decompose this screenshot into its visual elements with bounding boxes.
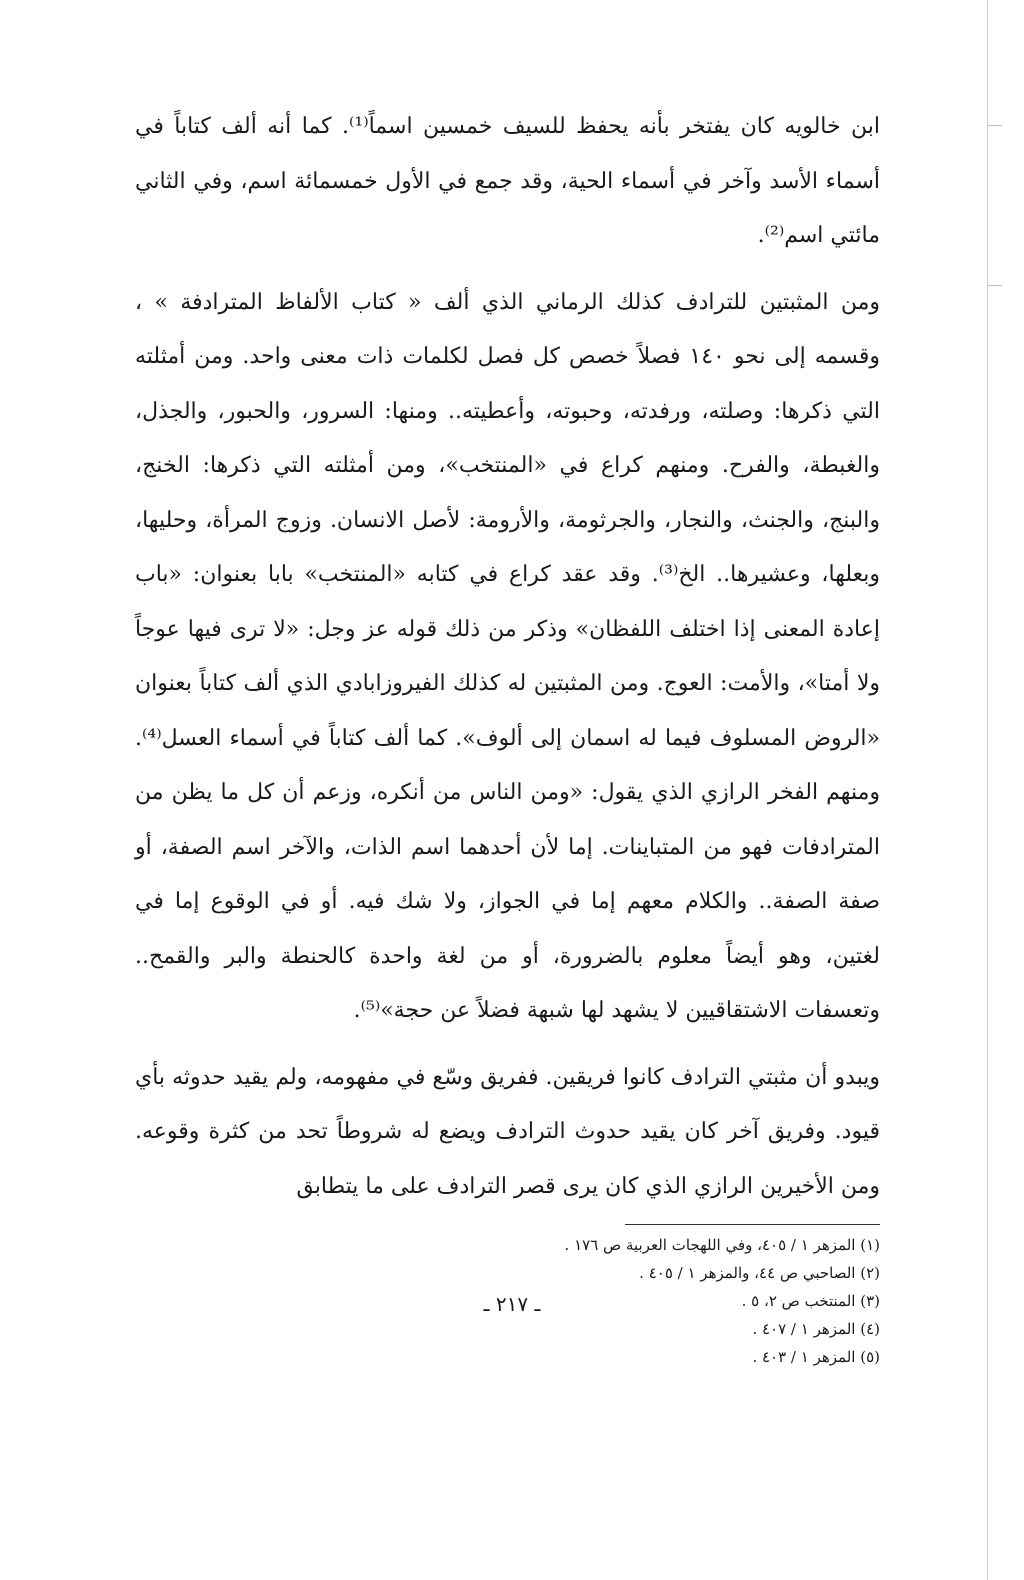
footnote-2: (٢) الصاحبي ص ٤٤، والمزهر ١ / ٤٠٥ . bbox=[639, 1264, 880, 1282]
footnote-divider bbox=[625, 1224, 880, 1225]
book-page bbox=[135, 100, 880, 1371]
paragraph-1: ابن خالويه كان يفتخر بأنه يحفظ للسيف خمسين اسماً⁽¹⁾. كما أنه ألف كتاباً في أسماء الأسد وآخر في أسماء الحية، وقد جمع في الأول خمسمائة اسم، وفي الثاني مائتي اسم⁽²⁾. bbox=[135, 114, 880, 248]
footnote-4: (٤) المزهر ١ / ٤٠٧ . bbox=[752, 1320, 880, 1338]
footnote-3: (٣) المنتخب ص ٢، ٥ . bbox=[741, 1292, 880, 1310]
paragraph-2: ومن المثبتين للترادف كذلك الرماني الذي ألف « كتاب الألفاظ المترادفة » ، وقسمه إلى نحو ١٤٠ فصلاً خصص كل فصل لكلمات ذات معنى واحد. ومن أمثلته التي ذكرها: وصلته، ورفدته، وحبوته، وأعطيته.. ومنها: السرور، والحبور، والجذل، والغبطة، والفرح. ومنهم كراع في «المنتخب»، ومن أمثلته التي ذكرها: الخنج، والبنج، والجنث، والنجار، والجرثومة، والأرومة: لأصل الانسان. وزوج المرأة، وحليها، وبعلها، وعشيرها.. الخ⁽³⁾. وقد عقد كراع في كتابه «المنتخب» بابا بعنوان: «باب إعادة المعنى إذا اختلف اللفظان» وذكر من ذلك قوله عز وجل: «لا ترى فيها عوجاً ولا أمتا»، والأمت: العوج. ومن المثبتين له كذلك الفيروزابادي الذي ألف كتاباً بعنوان «الروض المسلوف فيما له اسمان إلى ألوف». كما ألف كتاباً في أسماء العسل⁽⁴⁾. ومنهم الفخر الرازي الذي يقول: «ومن الناس من أنكره، وزعم أن كل ما يظن من المترادفات فهو من المتباينات. إما لأن أحدهما اسم الذات، والآخر اسم الصفة، أو صفة الصفة.. والكلام معهم إما في الجواز، ولا شك فيه. أو في الوقوع إما في لغتين، وهو أيضاً معلوم بالضرورة، أو من لغة واحدة كالحنطة والبر والقمح.. وتعسفات الاشتقاقيين لا يشهد لها شبهة فضلاً عن حجة»⁽⁵⁾. bbox=[135, 289, 880, 1023]
scan-edge-tick bbox=[988, 125, 1002, 126]
footnote-1: (١) المزهر ١ / ٤٠٥، وفي اللهجات العربية ص ١٧٦ . bbox=[564, 1236, 880, 1254]
scan-edge-tick bbox=[988, 285, 1002, 286]
page-number: ـ ٢١٧ ـ bbox=[483, 1292, 541, 1316]
footnote-5: (٥) المزهر ١ / ٤٠٣ . bbox=[752, 1348, 880, 1366]
scan-edge-line bbox=[987, 0, 988, 1580]
paragraph-3: ويبدو أن مثبتي الترادف كانوا فريقين. ففريق وسّع في مفهومه، ولم يقيد حدوثه بأي قيود. وفريق آخر كان يقيد حدوث الترادف ويضع له شروطاً تحد من كثرة وقوعه. ومن الأخيرين الرازي الذي كان يرى قصر الترادف على ما يتطابق bbox=[135, 1064, 880, 1199]
